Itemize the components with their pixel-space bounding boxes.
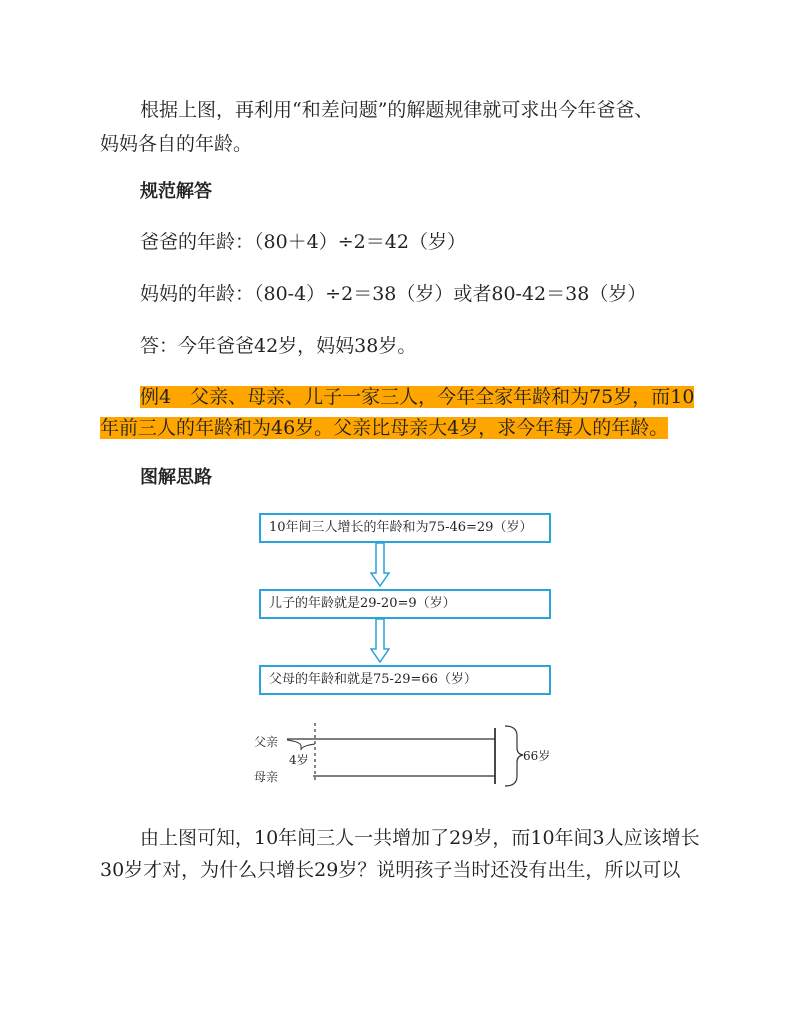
flow-box-1: 10年间三人增长的年龄和为75-46=29（岁） [259, 513, 551, 543]
para1-line2: 妈妈各自的年龄。 [100, 133, 253, 155]
para2-line2: 30岁才对，为什么只增长29岁？说明孩子当时还没有出生，所以可以 [100, 859, 681, 881]
para1-line1: 根据上图，再利用“和差问题”的解题规律就可求出今年爸爸、 [140, 99, 654, 121]
sum-label: 66岁 [523, 749, 551, 763]
example-line2-text: 年前三人的年龄和为46岁。父亲比母亲大4岁，求今年每人的年龄。 [100, 417, 669, 439]
down-arrow-icon [370, 543, 390, 587]
father-label: 父亲 [254, 735, 279, 749]
mother-label: 母亲 [254, 770, 279, 784]
heading-solution: 规范解答 [140, 181, 212, 202]
flow-box-3: 父母的年龄和就是75-29=66（岁） [259, 665, 551, 695]
mom-age-line: 妈妈的年龄：（80-4）÷2＝38（岁）或者80-42＝38（岁） [140, 283, 647, 305]
para2-line1: 由上图可知，10年间三人一共增加了29岁，而10年间3人应该增长 [140, 827, 700, 849]
heading-diagram: 图解思路 [140, 467, 212, 488]
dad-age-line: 爸爸的年龄：（80＋4）÷2＝42（岁） [140, 231, 466, 253]
difference-brace [287, 740, 315, 750]
example-line1-text: 例4 父亲、母亲、儿子一家三人，今年全家年龄和为75岁，而10 [140, 386, 695, 408]
answer-line: 答：今年爸爸42岁，妈妈38岁。 [140, 335, 417, 357]
flow-box-2: 儿子的年龄就是29-20=9（岁） [259, 589, 551, 619]
sum-brace [505, 726, 523, 786]
difference-label: 4岁 [289, 753, 309, 767]
example-line2 [100, 408, 700, 448]
down-arrow-icon [370, 619, 390, 663]
